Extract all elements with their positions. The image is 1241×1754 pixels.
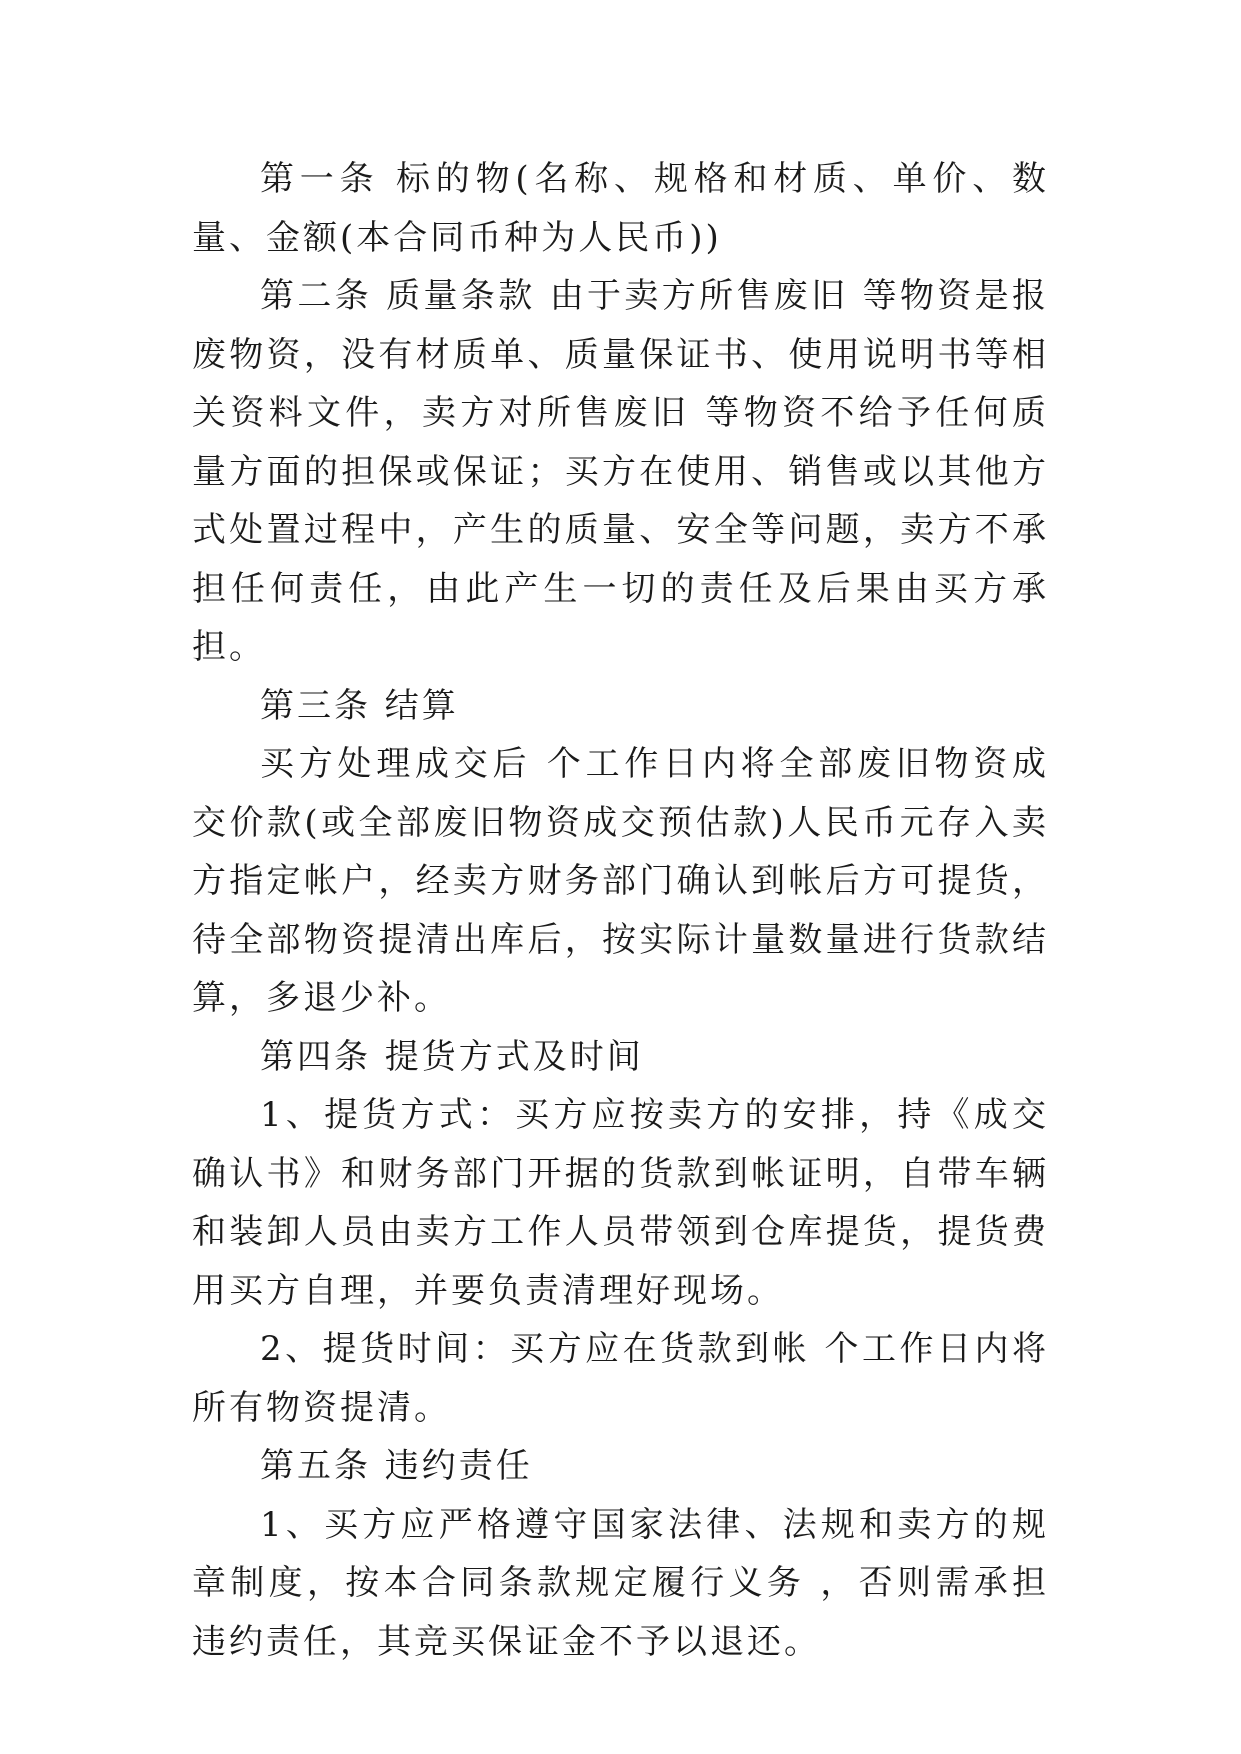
article-3-settlement-text: 买方处理成交后 个工作日内将全部废旧物资成交价款(或全部废旧物资成交预估款)人民币元存入卖方指定帐户，经卖方财务部门确认到帐后方可提货，待全部物资提清出库后，按实际计量数量进行货款结算，多退少补。 xyxy=(192,744,1049,1018)
document-page xyxy=(192,150,1049,1671)
article-5-heading: 第五条 违约责任 xyxy=(260,1446,533,1486)
article-3-heading: 第三条 结算 xyxy=(260,685,459,726)
article-4-pickup-method: 1、提货方式：买方应按卖方的安排，持《成交确认书》和财务部门开据的货款到帐证明，自带车辆和装卸人员由卖方工作人员带领到仓库提货，提货费用买方自理，并要负责清理好现场。 xyxy=(192,1095,1049,1311)
article-5-liability-text: 1、买方应严格遵守国家法律、法规和卖方的规章制度，按本合同条款规定履行义务 ，否则需承担违约责任，其竞买保证金不予以退还。 xyxy=(192,1504,1049,1662)
article-2-quality-clause: 第二条 质量条款 由于卖方所售废旧 等物资是报废物资，没有材质单、质量保证书、使用说明书等相关资料文件，卖方对所售废旧 等物资不给予任何质量方面的担保或保证；买方在使用、销售或以其他方式处置过程中，产生的质量、安全等问题，卖方不承担任何责任，由此产生一切的责任及后果由买方承担。 xyxy=(192,276,1049,667)
article-4-heading: 第四条 提货方式及时间 xyxy=(260,1036,644,1077)
article-1-subject-matter: 第一条 标的物(名称、规格和材质、单价、数量、金额(本合同币种为人民币)) xyxy=(192,159,1049,258)
article-4-pickup-time: 2、提货时间：买方应在货款到帐 个工作日内将所有物资提清。 xyxy=(192,1329,1049,1428)
